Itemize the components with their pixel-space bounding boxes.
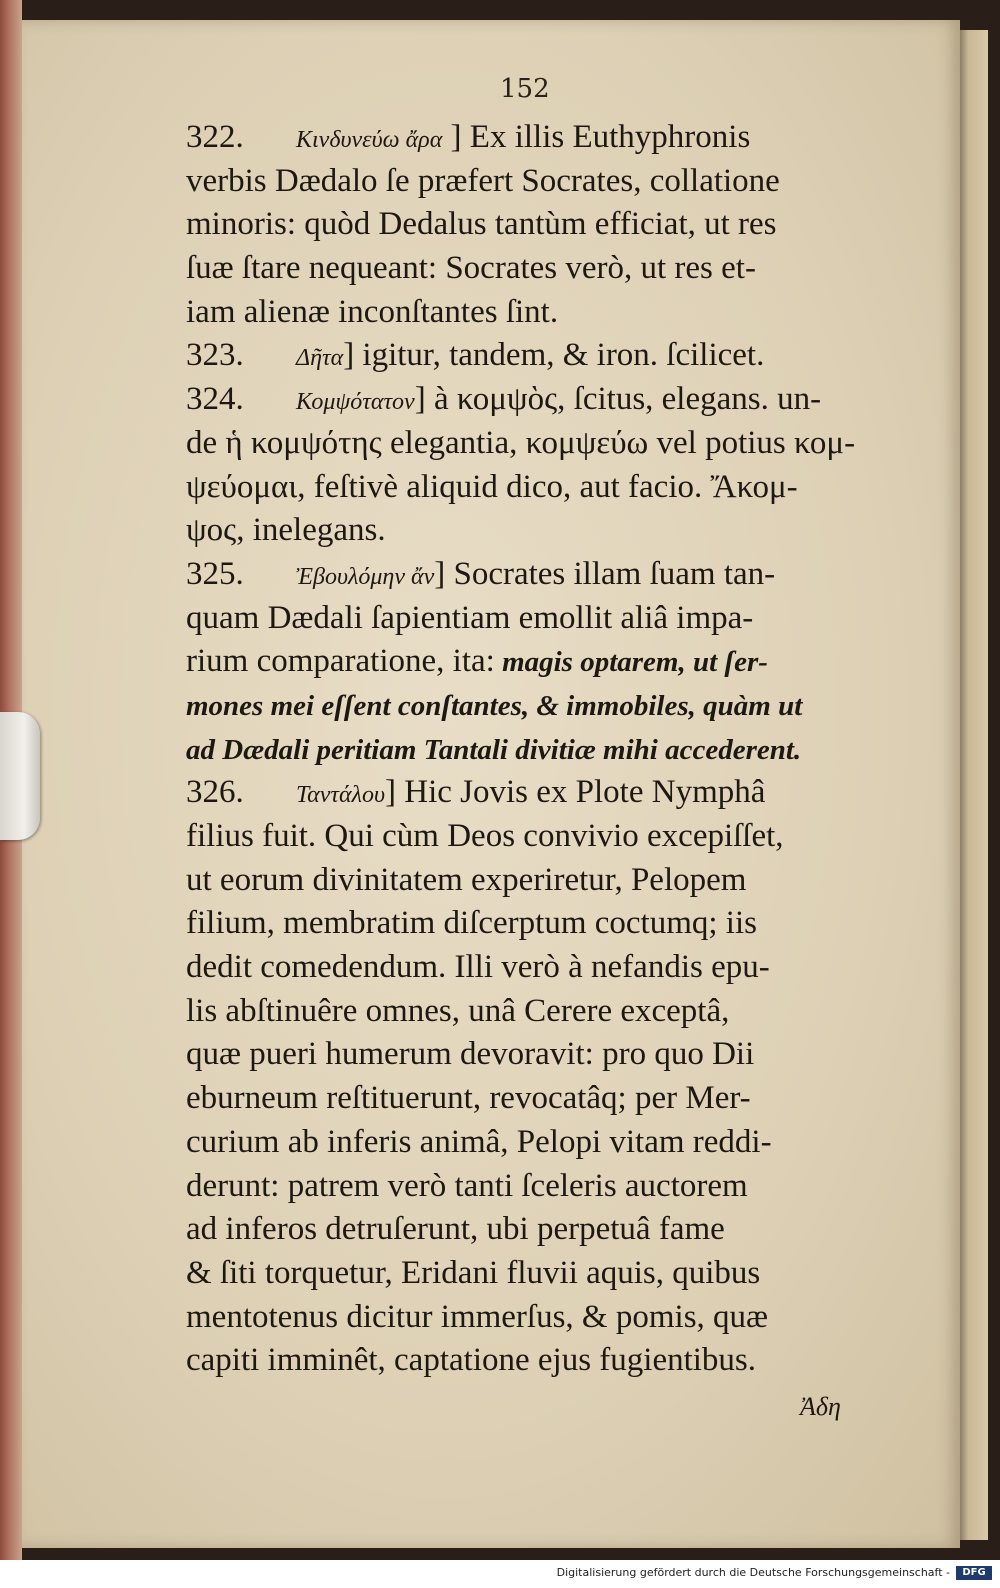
text-line <box>186 859 898 903</box>
italic-text: magis optarem, ut ſer- <box>494 646 768 679</box>
line-text: de ἡ κομψότης elegantia, κομψεύω vel potius κομ- <box>186 424 856 461</box>
page-number: 152 <box>500 74 550 104</box>
text-line <box>186 1208 898 1252</box>
greek-lemma: Ταντάλου <box>296 782 386 809</box>
line-text: ſuæ ſtare nequeant: Socrates verò, ut res et- <box>186 250 756 287</box>
line-text: verbis Dædalo ſe præfert Socrates, collatione <box>186 162 780 199</box>
text-line <box>186 1033 898 1077</box>
text-line <box>186 203 898 247</box>
line-text: filium, membratim diſcerptum coctumq; iis <box>186 905 757 942</box>
text-line <box>186 553 898 597</box>
greek-lemma: Κινδυνεύω ἄρα <box>296 127 443 153</box>
page-text <box>186 116 898 1383</box>
text-line <box>186 1296 898 1340</box>
next-page-edge <box>960 30 988 1540</box>
text-line <box>186 946 898 990</box>
note-number: 322. <box>186 119 244 155</box>
line-text: derunt: patrem verò tanti ſceleris auctorem <box>186 1167 748 1204</box>
text-line <box>186 1121 898 1165</box>
note-number: 325. <box>186 555 244 592</box>
line-text: rium comparatione, ita: <box>186 643 495 680</box>
text-line <box>186 1165 898 1209</box>
line-text: dedit comedendum. Illi verò à nefandis epu- <box>186 949 770 986</box>
note-number: 323. <box>186 337 244 374</box>
italic-text: mones mei eſſent conſtantes, & immobiles, quàm ut <box>186 689 803 722</box>
dfg-logo: DFG <box>956 1566 992 1580</box>
text-line <box>186 422 898 466</box>
text-line <box>186 1252 898 1296</box>
text-line <box>186 990 898 1034</box>
greek-lemma: Ἐβουλόμην ἄν <box>296 563 435 590</box>
text-line <box>186 640 898 684</box>
text-line <box>186 815 898 859</box>
page-clip <box>0 712 40 840</box>
note-number: 324. <box>186 381 244 418</box>
italic-text: ad Dædali peritiam Tantali divitiæ mihi accederent. <box>186 733 802 766</box>
line-text: minoris: quòd Dedalus tantùm efficiat, ut res <box>186 206 777 243</box>
text-line <box>186 684 898 728</box>
line-text: mentotenus dicitur immerſus, & pomis, quæ <box>186 1298 769 1335</box>
text-line <box>186 1077 898 1121</box>
footer-bar <box>0 1560 1000 1588</box>
line-text: ut eorum divinitatem experiretur, Pelopem <box>186 861 747 898</box>
line-text: ] à κομψὸς, ſcitus, elegans. un- <box>414 381 822 418</box>
line-text: curium ab inferis animâ, Pelopi vitam reddi- <box>186 1123 772 1160</box>
text-line <box>186 1339 898 1383</box>
line-text: ad inferos detruſerunt, ubi perpetuâ fame <box>186 1211 725 1248</box>
line-text: ψεύομαι, feſtivè aliquid dico, aut facio. Ἄκομ- <box>186 468 798 505</box>
footer-credit: Digitalisierung gefördert durch die Deutsche Forschungsgemeinschaft - <box>556 1566 950 1579</box>
line-text: quam Dædali ſapientiam emollit aliâ impa- <box>186 599 754 636</box>
text-line <box>186 334 898 378</box>
text-line <box>186 378 898 422</box>
text-line <box>186 291 898 335</box>
text-line <box>186 466 898 510</box>
line-text: ψος, inelegans. <box>186 512 386 549</box>
note-number: 326. <box>186 774 244 811</box>
line-text: quæ pueri humerum devoravit: pro quo Dii <box>186 1036 755 1073</box>
greek-lemma: Δῆτα <box>296 345 344 372</box>
text-line <box>186 247 898 291</box>
line-text: & ſiti torquetur, Eridani fluvii aquis, quibus <box>186 1254 761 1291</box>
text-line <box>186 728 898 772</box>
greek-lemma: Κομψότατον <box>296 389 415 416</box>
line-text: iam alienæ inconſtantes ſint. <box>186 293 559 330</box>
line-text: eburneum reſtituerunt, revocatâq; per Mer- <box>186 1080 751 1117</box>
line-text: ] Socrates illam ſuam tan- <box>434 555 776 592</box>
text-line <box>186 116 898 160</box>
line-text: ] igitur, tandem, & iron. ſcilicet. <box>343 337 765 374</box>
line-text: filius fuit. Qui cùm Deos convivio excepiſſet, <box>186 818 784 854</box>
line-text: lis abſtinuêre omnes, unâ Cerere exceptâ, <box>186 992 730 1029</box>
text-line <box>186 902 898 946</box>
text-line <box>186 771 898 815</box>
text-line <box>186 509 898 553</box>
line-text: capiti imminêt, captatione ejus fugientibus. <box>186 1342 757 1379</box>
catchword: Ἀδη <box>800 1392 841 1421</box>
line-text: ] Ex illis Euthyphronis <box>442 119 751 155</box>
text-line <box>186 597 898 641</box>
line-text: ] Hic Jovis ex Plote Nymphâ <box>385 774 766 811</box>
text-line <box>186 160 898 204</box>
